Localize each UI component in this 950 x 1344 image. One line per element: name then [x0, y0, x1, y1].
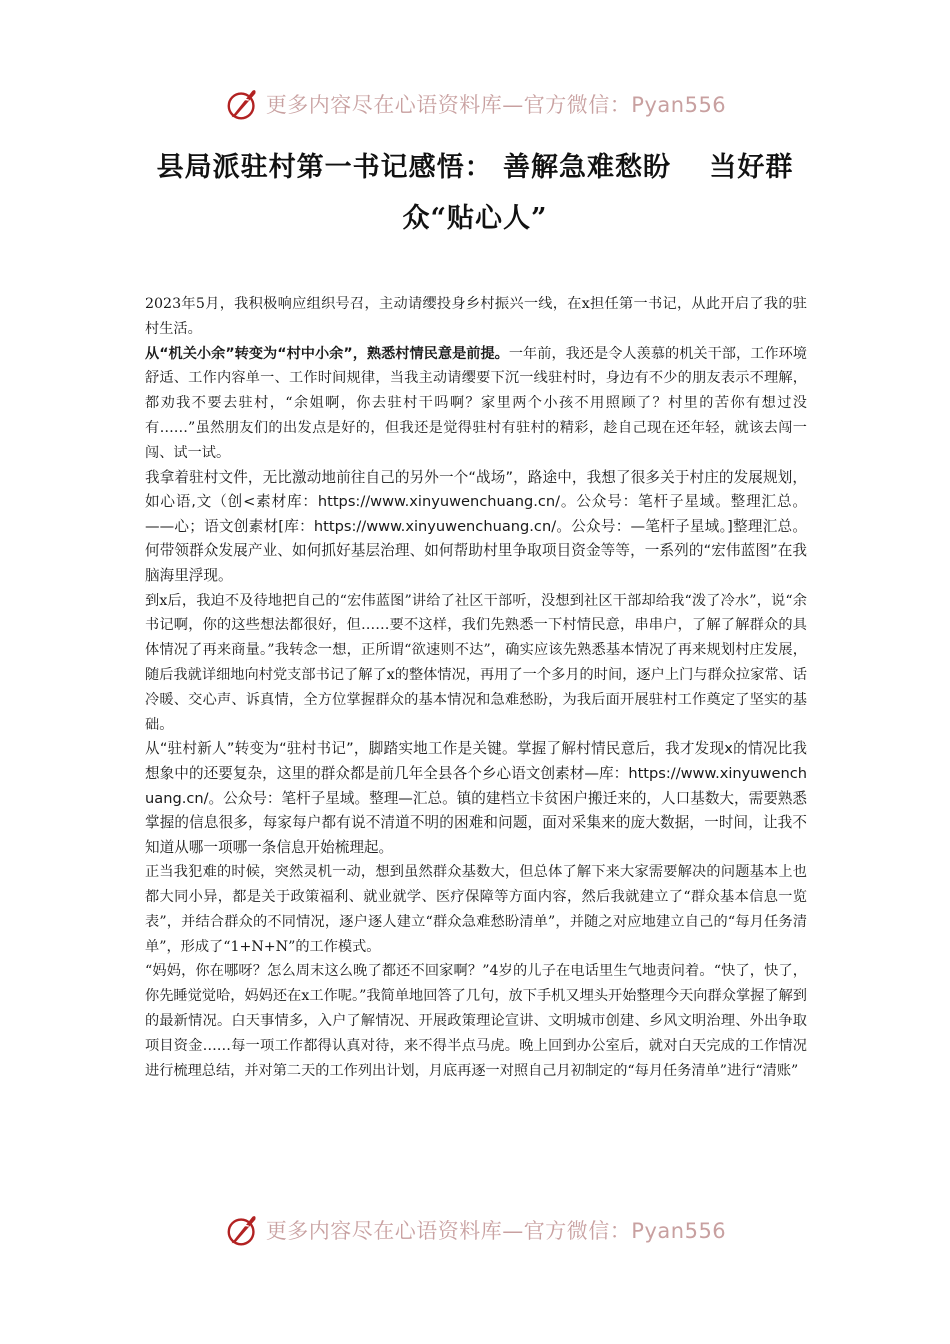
document-title: [120, 142, 830, 244]
watermark-footer: [0, 1208, 950, 1252]
title-line-2: 众“贴心人”: [402, 203, 548, 234]
document-body: [145, 292, 807, 1083]
quill-pen-logo-icon: [224, 1211, 262, 1249]
paragraph-7: “妈妈，你在哪呀？怎么周末这么晚了都还不回家啊？”4岁的儿子在电话里生气地责问着。“快了，快了，你先睡觉觉哈，妈妈还在x工作呢。”我简单地回答了几句，放下手机又埋头开始整理今天向群众掌握了解到的最新情况。白天事情多，入户了解情况、开展政策理论宣讲、文明城市创建、乡风文明治理、外出争取项目资金……每一项工作都得认真对待，来不得半点马虎。晚上回到办公室后，就对白天完成的工作情况进行梳理总结，并对第二天的工作列出计划，月底再逐一对照自己月初制定的“每月任务清单”进行“清账”: [145, 963, 807, 1079]
paragraph-lead: 从“机关小余”转变为“村中小余”，熟悉村情民意是前提。: [145, 345, 509, 362]
paragraph-1: 2023年5月，我积极响应组织号召，主动请缨投身乡村振兴一线，在x担任第一书记，从此开启了我的驻村生活。: [145, 296, 807, 337]
paragraph-6: 正当我犯难的时候，突然灵机一动，想到虽然群众基数大，但总体了解下来大家需要解决的问题基本上也都大同小异，都是关于政策福利、就业就学、医疗保障等方面内容，然后我就建立了“群众基本信息一览表”，并结合群众的不同情况，逐户逐人建立“群众急难愁盼清单”，并随之对应地建立自己的“每月任务清单”，形成了“1+N+N”的工作模式。: [145, 864, 808, 955]
paragraph-3: 我拿着驻村文件，无比激动地前往自己的另外一个“战场”，路途中，我想了很多关于村庄的发展规划，如心语,文（创<素材库：https://www.xinyuwenchuang.cn/。公众号：笔杆子星域。整理汇总。——心；语文创素材[库：https://www.xinyuwenchuang.cn/。公众号：—笔杆子星域。]整理汇总。何带领群众发展产业、如何抓好基层治理、如何帮助村里争取项目资金等等，一系列的“宏伟蓝图”在我脑海里浮现。: [145, 468, 807, 584]
paragraph-4: 到x后，我迫不及待地把自己的“宏伟蓝图”讲给了社区干部听，没想到社区干部却给我“泼了冷水”，说“余书记啊，你的这些想法都很好，但……要不这样，我们先熟悉一下村情民意，串串户，了解了解群众的具体情况了再来商量。”我转念一想，正所谓“欲速则不达”，确实应该先熟悉基本情况了再来规划村庄发展，随后我就详细地向村党支部书记了解了x的整体情况，再用了一个多月的时间，逐户上门与群众拉家常、话冷暖、交心声、诉真情，全方位掌握群众的基本情况和急难愁盼，为我后面开展驻村工作奠定了坚实的基础。: [145, 592, 807, 733]
watermark-text: 更多内容尽在心语资料库—官方微信：Pyan556: [265, 1219, 727, 1243]
quill-pen-logo-icon: [224, 85, 262, 123]
watermark-header: [0, 82, 950, 126]
title-line-1: 县局派驻村第一书记感悟： 善解急难愁盼 当好群: [156, 152, 794, 183]
watermark-text: 更多内容尽在心语资料库—官方微信：Pyan556: [265, 93, 727, 117]
paragraph-5: 从“驻村新人”转变为“驻村书记”，脚踏实地工作是关键。掌握了解村情民意后，我才发现x的情况比我想象中的还要复杂，这里的群众都是前几年全县各个乡心语文创素材—库：https://www.xinyuwenchuang.cn/。公众号：笔杆子星域。整理—汇总。镇的建档立卡贫困户搬迁来的，人口基数大，需要熟悉掌握的信息很多，每家每户都有说不清道不明的困难和问题，面对采集来的庞大数据，一时间，让我不知道从哪一项哪一条信息开始梳理起。: [145, 740, 807, 856]
paragraph-2: 从“机关小余”转变为“村中小余”，熟悉村情民意是前提。一年前，我还是令人羡慕的机关干部，工作环境舒适、工作内容单一、工作时间规律，当我主动请缨要下沉一线驻村时，身边有不少的朋友表示不理解，都劝我不要去驻村，“余姐啊，你去驻村干吗啊？家里两个小孩不用照顾了？村里的苦你有想过没有……”虽然朋友们的出发点是好的，但我还是觉得驻村有驻村的精彩，趁自己现在还年轻，就该去闯一闯、试一试。: [145, 345, 807, 461]
